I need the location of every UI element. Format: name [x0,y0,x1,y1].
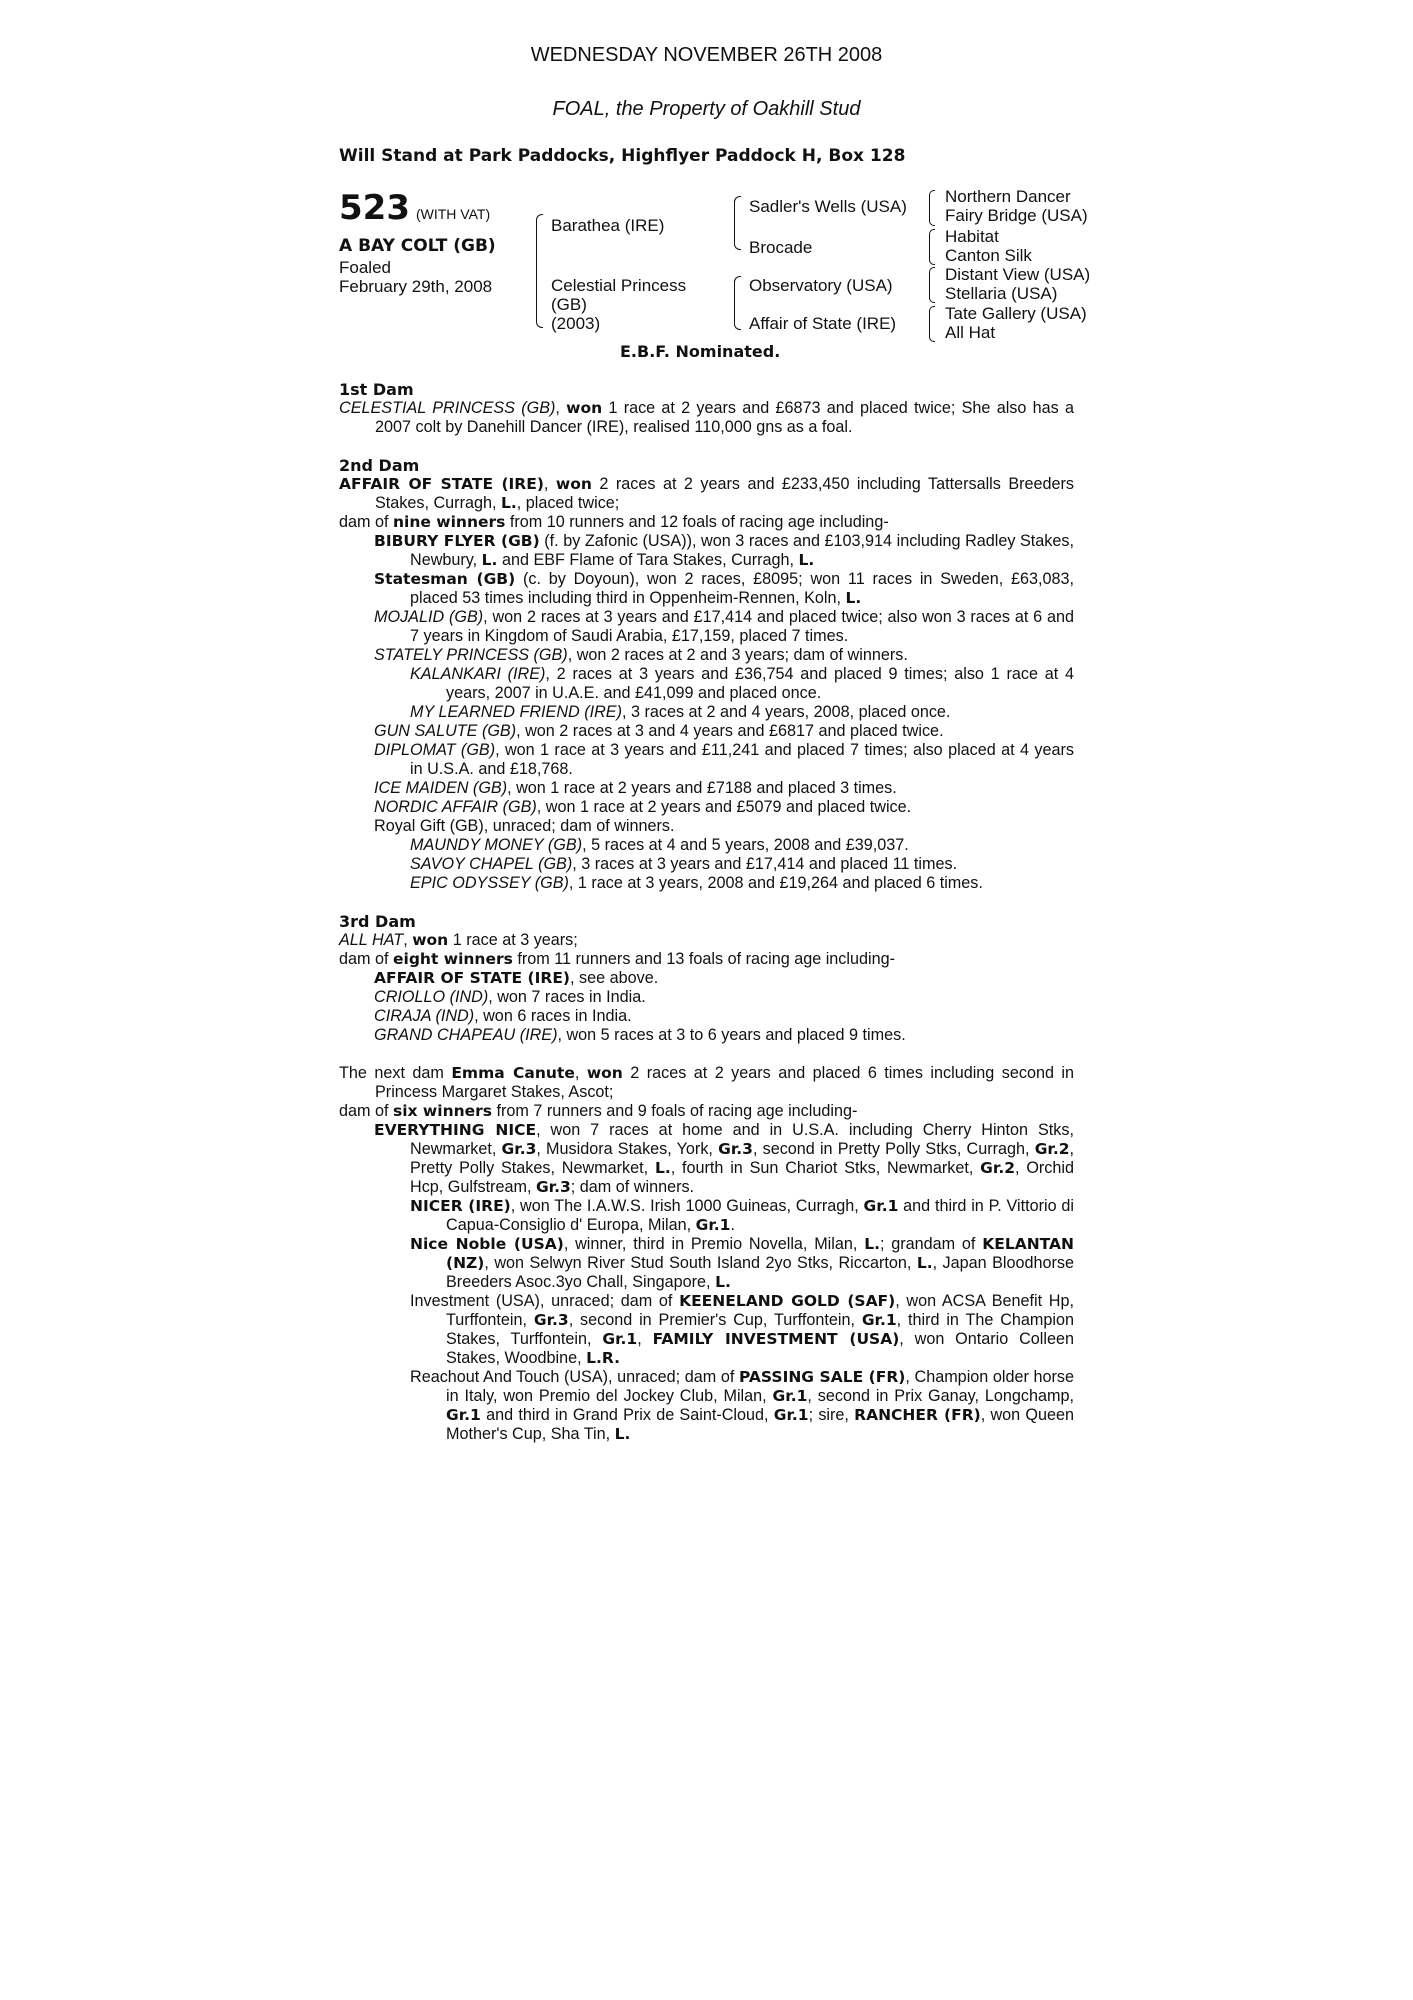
horse-record: , see above. [570,969,659,987]
horse-record: Investment (USA), unraced; dam of [410,1292,673,1310]
next-dam-name: Emma Canute [451,1064,575,1082]
list-item [339,1007,1074,1026]
horse-name: PASSING SALE (FR) [739,1368,906,1386]
listed-label: L. [798,551,815,569]
horse-record: , 3 races at 3 years and £17,414 and placed 11 times. [572,855,958,873]
horse-name: GUN SALUTE (GB) [374,722,517,740]
pedigree-sdd: Canton Silk [945,246,1032,265]
first-dam-text: CELESTIAL PRINCESS (GB), won 1 race at 2 years and £6873 and placed twice; She also has a 2007 colt by Danehill Dancer (IRE), realised 110,000 gns as a foal. [339,399,1074,436]
winners-count: eight winners [393,950,513,968]
third-dam-text: ALL HAT, won 1 race at 3 years; [339,931,578,949]
won-label: won [412,931,449,949]
list-item [339,798,1074,817]
horse-record: and third in P. Vittorio di Capua-Consiglio d' Europa, Milan, [446,1197,1075,1234]
second-dam-name: AFFAIR OF STATE (IRE) [339,475,544,493]
horse-record: ; sire, [808,1406,849,1424]
section-gap [339,1045,1074,1064]
second-dam-text: AFFAIR OF STATE (IRE), won 2 races at 2 years and £233,450 including Tattersalls Breeders Stakes, Curragh, L., placed twice; [339,475,1075,512]
horse-record: , won 1 race at 2 years and £7188 and placed 3 times. [507,779,897,797]
pedigree-ddd: All Hat [945,323,996,342]
second-dam-record: 2 races at 2 years and £233,450 including Tattersalls Breeders Stakes, Curragh, [375,475,1075,512]
grade-label: Gr.1 [861,1311,897,1329]
listed-label: L. [845,589,862,607]
list-item [339,874,1074,893]
second-dam-produce-intro [339,513,1074,532]
next-dam-intro: The next dam [339,1064,444,1082]
horse-record: Reachout And Touch (USA), unraced; dam of [410,1368,735,1386]
pedigree-dds: Tate Gallery (USA) [945,304,1087,323]
pedigree-sire-dam: Brocade [749,238,813,257]
horse-name: SAVOY CHAPEL (GB) [410,855,573,873]
listed-restricted-label: L.R. [586,1349,620,1367]
pedigree-dss: Distant View (USA) [945,265,1091,284]
won-label: won [586,1064,623,1082]
horse-record: , second in Pretty Polly Stks, Curragh, [752,1140,1030,1158]
horse-record: , fourth in Sun Chariot Stks, Newmarket, [670,1159,974,1177]
horse-record: , won 6 races in India. [474,1007,632,1025]
ebf-nominated: E.B.F. Nominated. [620,342,781,361]
horse-record: ; dam of winners. [570,1178,695,1196]
pedigree-brace-dam [734,276,741,330]
pedigree-brace-ds [929,267,935,303]
listed-label: L. [916,1254,933,1272]
horse-record: , Champion older horse in Italy, won Premio del Jockey Club, Milan, [446,1368,1075,1405]
list-item [339,722,1074,741]
horse-name: MAUNDY MONEY (GB) [410,836,583,854]
grade-label: Gr.3 [718,1140,753,1158]
horse-record: , won Ontario Colleen Stakes, Woodbine, [446,1330,1074,1367]
horse-name: KEENELAND GOLD (SAF) [679,1292,896,1310]
pedigree-brace-ss [929,190,935,226]
horse-record: , 3 races at 2 and 4 years, 2008, placed once. [621,703,951,721]
won-label: won [555,475,592,493]
horse-record: , won 2 races at 2 and 3 years; dam of winners. [567,646,908,664]
horse-name: CIRAJA (IND) [374,1007,475,1025]
list-item: Royal Gift (GB), unraced; dam of winners. [374,817,675,835]
pedigree-dam [551,276,686,333]
horse-name: ICE MAIDEN (GB) [374,779,508,797]
first-dam-name: CELESTIAL PRINCESS (GB) [339,399,556,417]
list-item [339,1026,1074,1045]
horse-record: (c. by Doyoun), won 2 races, £8095; won 11 races in Sweden, £63,083, placed 53 times including third in Oppenheim-Rennen, Koln, [410,570,1074,607]
list-item [339,855,1074,874]
horse-name: NORDIC AFFAIR (GB) [374,798,537,816]
horse-name: STATELY PRINCESS (GB) [374,646,568,664]
pedigree-dam-sire: Observatory (USA) [749,276,893,295]
horse-record: , Japan Bloodhorse Breeders Asoc.3yo Chall, Singapore, [446,1254,1074,1291]
horse-record: , 2 races at 3 years and £36,754 and placed 9 times; also 1 race at 4 years, 2007 in U.A.E. and £41,099 and placed once. [446,665,1074,702]
horse-record: , Musidora Stakes, York, [536,1140,713,1158]
third-dam-heading: 3rd Dam [339,912,416,931]
horse-record: , winner, third in Premio Novella, Milan, [563,1235,858,1253]
pedigree-sss: Northern Dancer [945,187,1071,206]
grade-label: Gr.1 [446,1406,481,1424]
winners-count: nine winners [393,513,506,531]
pedigree-brace-dd [929,306,935,342]
sale-date: WEDNESDAY NOVEMBER 26TH 2008 [530,44,883,66]
horse-record: , 5 races at 4 and 5 years, 2008 and £39,037. [582,836,909,854]
dam-of-label: dam of [339,1102,389,1120]
list-item [339,779,1074,798]
foaled-info [339,258,492,296]
listed-label: L. [715,1273,731,1291]
next-dam-text: The next dam Emma Canute, won 2 races at 2 years and placed 6 times including second in Princess Margaret Stakes, Ascot; [339,1064,1074,1101]
list-item: NICER (IRE), won The I.A.W.S. Irish 1000 Guineas, Curragh, Gr.1 and third in P. Vittorio di Capua-Consiglio d' Europa, Milan, Gr.1. [410,1197,1075,1234]
list-item [339,532,1074,570]
horse-name: CRIOLLO (IND) [374,988,489,1006]
horse-name: EVERYTHING NICE [374,1121,537,1139]
pedigree-brace-sd [929,229,935,265]
list-item [339,741,1074,779]
vat-note: (WITH VAT) [415,206,491,222]
horse-record: , second in Prix Ganay, Longchamp, [807,1387,1075,1405]
pedigree-sire-sire: Sadler's Wells (USA) [749,197,907,216]
dam-of-label: dam of [339,950,389,968]
listed-label: L. [864,1235,880,1253]
horse-record: , second in Premier's Cup, Turffontein, [568,1311,855,1329]
horse-record: , won 7 races at home and in U.S.A. including Cherry Hinton Stks, Newmarket, [410,1121,1074,1158]
won-label: won [566,399,603,417]
pedigree-brace-sire [734,196,741,250]
third-dam-produce-intro [339,950,1074,969]
list-item [339,1235,1074,1292]
pedigree-ssd: Fairy Bridge (USA) [945,206,1088,225]
horse-record: , won Selwyn River Stud South Island 2yo Stks, Riccarton, [484,1254,912,1272]
grade-label: Gr.1 [773,1406,809,1424]
first-dam-heading: 1st Dam [339,380,414,399]
horse-name: EPIC ODYSSEY (GB) [410,874,569,892]
list-item [339,665,1074,703]
horse-record: (f. by Zafonic (USA)), won 3 races and £103,914 including Radley Stakes, Newbury, [410,532,1074,569]
horse-record: and third in Grand Prix de Saint-Cloud, [486,1406,769,1424]
horse-name: Nice Noble (USA) [410,1235,564,1253]
horse-name: KELANTAN (NZ) [446,1235,1075,1272]
pedigree-dam-country: (GB) [551,295,587,314]
foaled-date: February 29th, 2008 [339,277,493,296]
runners-text: from 7 runners and 9 foals of racing age including- [496,1102,858,1120]
horse-record: , won 5 races at 3 to 6 years and placed 9 times. [557,1026,906,1044]
listed-label: L. [614,1425,631,1443]
runners-text: from 10 runners and 12 foals of racing age including- [509,513,889,531]
horse-name: NICER (IRE) [410,1197,511,1215]
horse-name: KALANKARI (IRE) [410,665,546,683]
horse-record: , won ACSA Benefit Hp, Turffontein, [446,1292,1074,1329]
listed-label: L. [481,551,498,569]
horse-name: MY LEARNED FRIEND (IRE) [410,703,622,721]
list-item [339,1121,1074,1197]
lot-header [339,188,490,228]
third-dam-name: ALL HAT [339,931,404,949]
second-dam-record-end: , placed twice; [516,494,620,512]
list-item [339,836,1074,855]
horse-name: Statesman (GB) [374,570,516,588]
listed-label: L. [500,494,517,512]
horse-record: , won 2 races at 3 years and £17,414 and placed twice; also won 3 races at 6 and 7 years in Kingdom of Saudi Arabia, £17,159, placed 7 times. [410,608,1074,645]
horse-record: and EBF Flame of Tara Stakes, Curragh, [501,551,795,569]
catalogue-body [339,380,1074,1444]
list-item: Investment (USA), unraced; dam of KEENELAND GOLD (SAF), won ACSA Benefit Hp, Turffontein, Gr.3, second in Premier's Cup, Turffontein, Gr.1, third in The Champion Stakes, Turffontein, Gr.1, FAMILY INVESTMENT (USA), won Ontario Colleen Stakes, Woodbine, L.R. [410,1292,1075,1367]
foaled-label: Foaled [339,258,391,277]
first-dam-record: 1 race at 2 years and £6873 and placed twice; She also has a 2007 colt by Danehill Dancer (IRE), realised 110,000 gns as a foal. [375,399,1074,436]
horse-record: , won Queen Mother's Cup, Sha Tin, [446,1406,1075,1443]
next-dam-produce-intro [339,1102,1074,1121]
horse-record: , won 1 race at 2 years and £5079 and placed twice. [536,798,912,816]
horse-name: MOJALID (GB) [374,608,484,626]
list-item [339,608,1074,646]
grade-label: Gr.3 [501,1140,537,1158]
list-item [339,988,1074,1007]
horse-record: , won 2 races at 3 and 4 years and £6817 and placed twice. [516,722,944,740]
second-dam-heading: 2nd Dam [339,456,420,475]
property-line: FOAL, the Property of Oakhill Stud [552,98,861,120]
pedigree-dam-year: (2003) [551,314,601,333]
grade-label: Gr.3 [533,1311,569,1329]
pedigree-dsd: Stellaria (USA) [945,284,1058,303]
horse-name: RANCHER (FR) [854,1406,981,1424]
horse-name: AFFAIR OF STATE (IRE) [374,969,570,987]
horse-name: BIBURY FLYER (GB) [374,532,540,550]
pedigree-dam-name: Celestial Princess [551,276,687,295]
horse-name: DIPLOMAT (GB) [374,741,496,759]
grade-label: Gr.1 [863,1197,899,1215]
horse-record: , won The I.A.W.S. Irish 1000 Guineas, Curragh, [510,1197,859,1215]
dam-of-label: dam of [339,513,389,531]
horse-record: , won 7 races in India. [488,988,646,1006]
horse-name: GRAND CHAPEAU (IRE) [374,1026,558,1044]
horse-record: , 1 race at 3 years, 2008 and £19,264 and placed 6 times. [568,874,983,892]
horse-record: , Orchid Hcp, Gulfstream, [410,1159,1074,1196]
horse-record: , third in The Champion Stakes, Turffontein, [446,1311,1075,1348]
list-item [339,646,1074,665]
horse-name: FAMILY INVESTMENT (USA) [652,1330,900,1348]
horse-record: , Pretty Polly Stakes, Newmarket, [410,1140,1075,1177]
pedigree-sds: Habitat [945,227,999,246]
stand-location: Will Stand at Park Paddocks, Highflyer Paddock H, Box 128 [339,146,906,166]
third-dam-record: 1 race at 3 years; [452,931,578,949]
pedigree-brace-main [536,214,543,328]
list-item [339,703,1074,722]
list-item [339,969,1074,988]
horse-record: ; grandam of [879,1235,976,1253]
grade-label: Gr.1 [772,1387,808,1405]
grade-label: Gr.3 [535,1178,571,1196]
runners-text: from 11 runners and 13 foals of racing age including- [517,950,895,968]
grade-label: Gr.1 [695,1216,731,1234]
grade-label: Gr.2 [980,1159,1016,1177]
lot-title: A BAY COLT (GB) [339,236,496,256]
pedigree-dam-dam: Affair of State (IRE) [749,314,897,333]
horse-record: , won 1 race at 3 years and £11,241 and placed 7 times; also placed at 4 years in U.S.A. and £18,768. [410,741,1074,778]
next-dam-record: 2 races at 2 years and placed 6 times including second in Princess Margaret Stakes, Ascot; [375,1064,1074,1101]
listed-label: L. [654,1159,671,1177]
list-item [339,1368,1074,1444]
list-item [339,570,1074,608]
grade-label: Gr.2 [1034,1140,1070,1158]
winners-count: six winners [393,1102,493,1120]
grade-label: Gr.1 [602,1330,638,1348]
pedigree-sire: Barathea (IRE) [551,216,665,235]
lot-number: 523 [339,188,410,228]
